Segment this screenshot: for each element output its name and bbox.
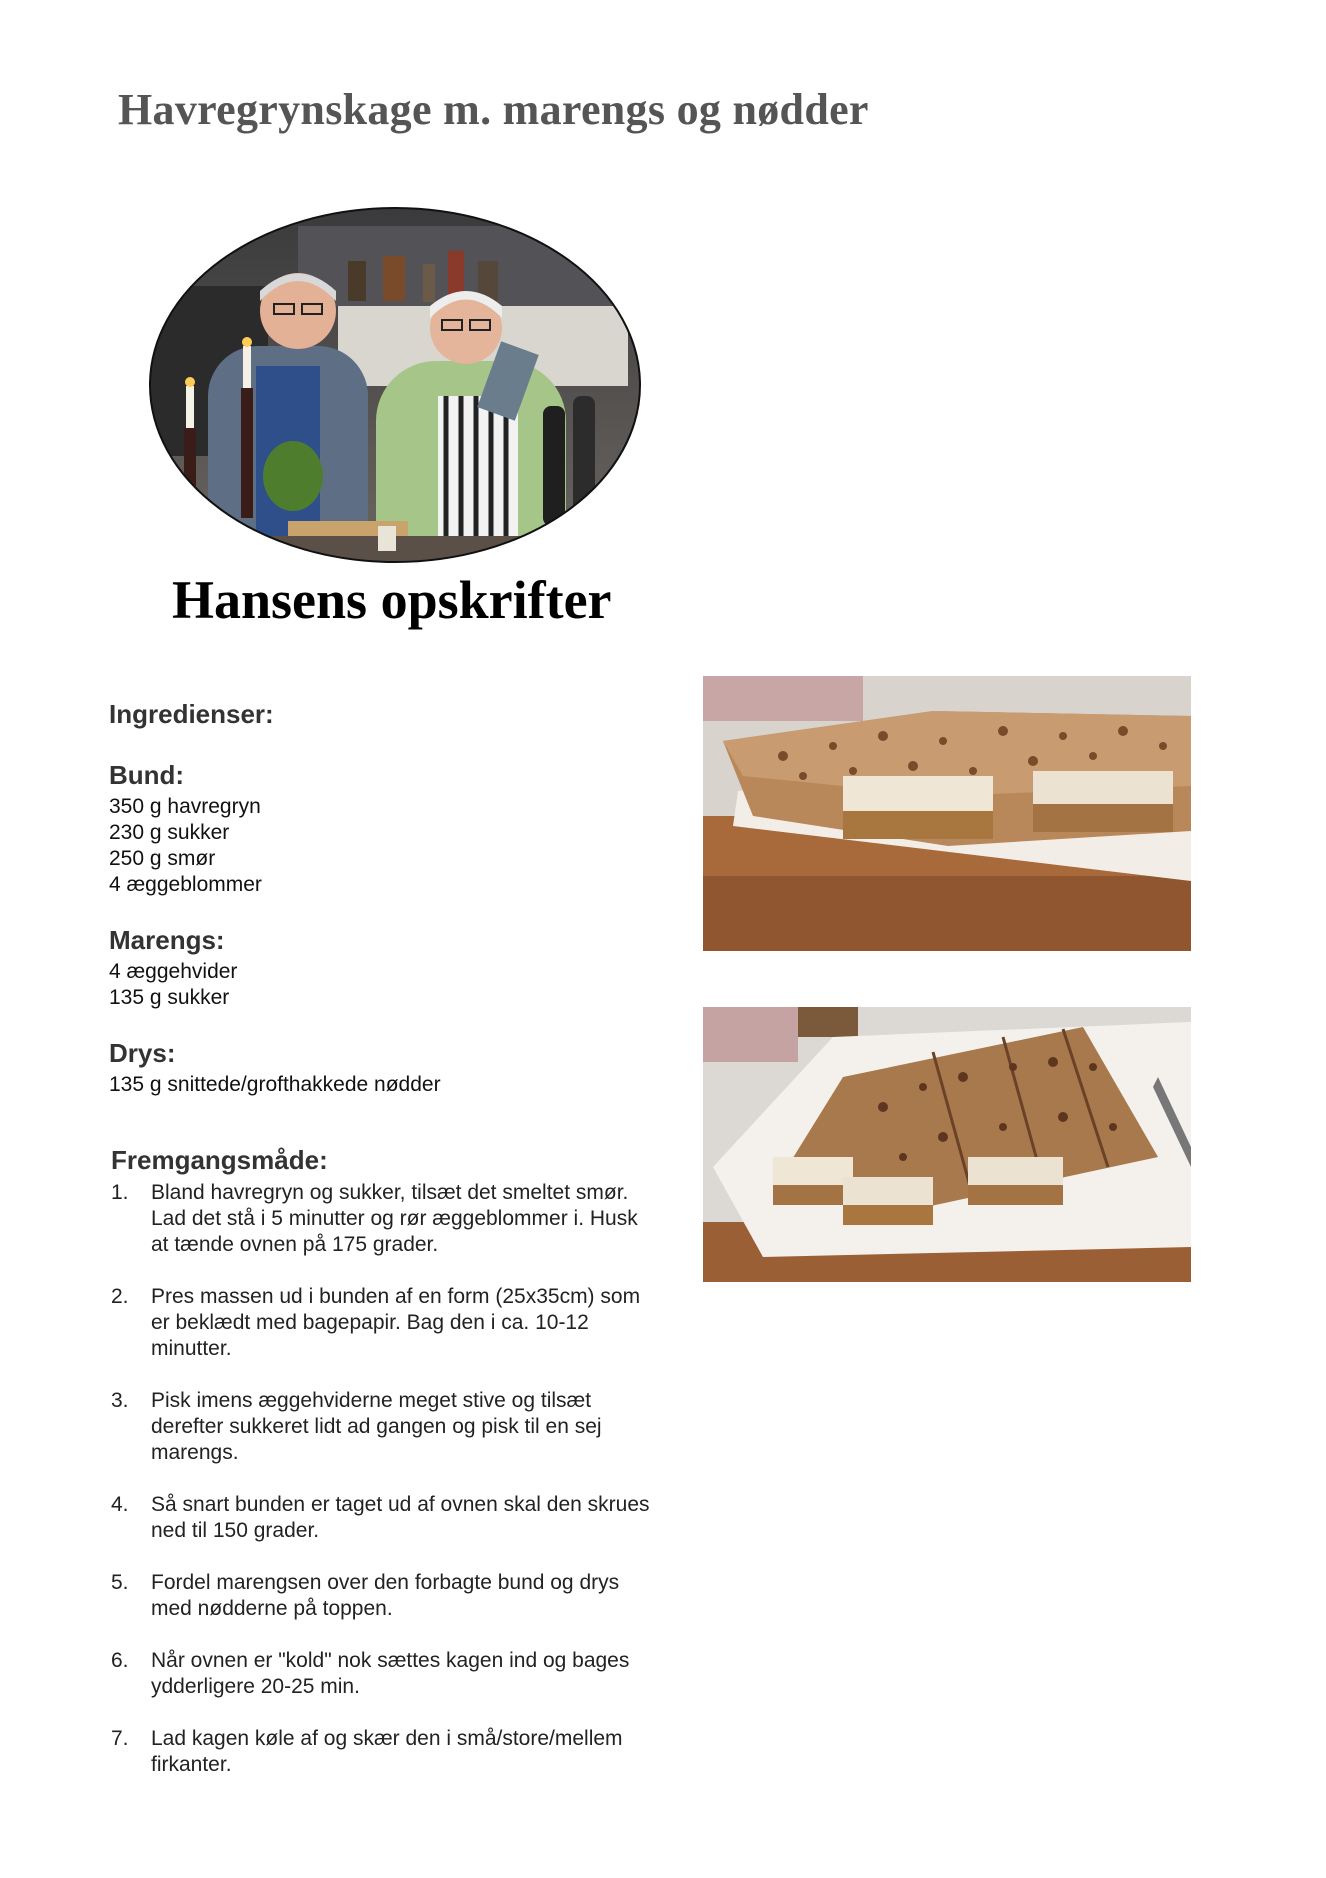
group-heading: Bund: [109,760,185,790]
method-section [111,1145,651,1804]
step-number: 3. [111,1389,129,1412]
method-steps [111,1180,651,1778]
step-number: 7. [111,1727,129,1750]
step-text: Lad kagen køle af og skær den i små/store/mellem firkanter. [151,1727,623,1776]
method-title: Fremgangsmåde: [111,1145,328,1175]
brand-name: Hansens opskrifter [172,570,612,630]
group-heading: Drys: [109,1038,176,1068]
ingredient-item: 135 g snittede/grofthakkede nødder [109,1073,441,1096]
cake-photo-1 [703,676,1191,951]
cake-photo-2 [703,1007,1191,1282]
step-text: Når ovnen er "kold" nok sættes kagen ind og bages ydderligere 20-25 min. [151,1649,630,1698]
method-step [111,1726,651,1778]
ingredient-group-drys [109,1038,669,1098]
ingredient-item: 250 g smør [109,847,216,870]
ingredients-title: Ingredienser: [109,699,274,729]
step-text: Pisk imens æggehviderne meget stive og tilsæt derefter sukkeret lidt ad gangen og pisk til en sej marengs. [151,1389,602,1464]
ingredient-group-marengs [109,925,669,1011]
group-heading: Marengs: [109,925,225,955]
step-text: Pres massen ud i bunden af en form (25x35cm) som er beklædt med bagepapir. Bag den i ca. 10-12 minutter. [151,1285,641,1360]
step-number: 1. [111,1181,129,1204]
step-text: Så snart bunden er taget ud af ovnen skal den skrues ned til 150 grader. [151,1493,650,1542]
chefs-photo [148,206,642,564]
page-title: Havregrynskage m. marengs og nødder [118,85,869,134]
ingredient-item: 230 g sukker [109,821,230,844]
ingredient-item: 350 g havregryn [109,795,261,818]
step-number: 5. [111,1571,129,1594]
method-step [111,1492,651,1544]
ingredients-section [109,699,669,1125]
step-number: 4. [111,1493,129,1516]
step-number: 6. [111,1649,129,1672]
method-step [111,1570,651,1622]
step-text: Bland havregryn og sukker, tilsæt det smeltet smør. Lad det stå i 5 minutter og rør æggeblommer i. Husk at tænde ovnen på 175 grader. [151,1181,638,1256]
ingredient-item: 135 g sukker [109,986,230,1009]
ingredient-group-bund [109,760,669,898]
method-step [111,1284,651,1362]
ingredient-item: 4 æggeblommer [109,873,262,896]
step-text: Fordel marengsen over den forbagte bund og drys med nødderne på toppen. [151,1571,620,1620]
method-step [111,1388,651,1466]
method-step [111,1180,651,1258]
method-step [111,1648,651,1700]
ingredient-item: 4 æggehvider [109,960,238,983]
step-number: 2. [111,1285,129,1308]
